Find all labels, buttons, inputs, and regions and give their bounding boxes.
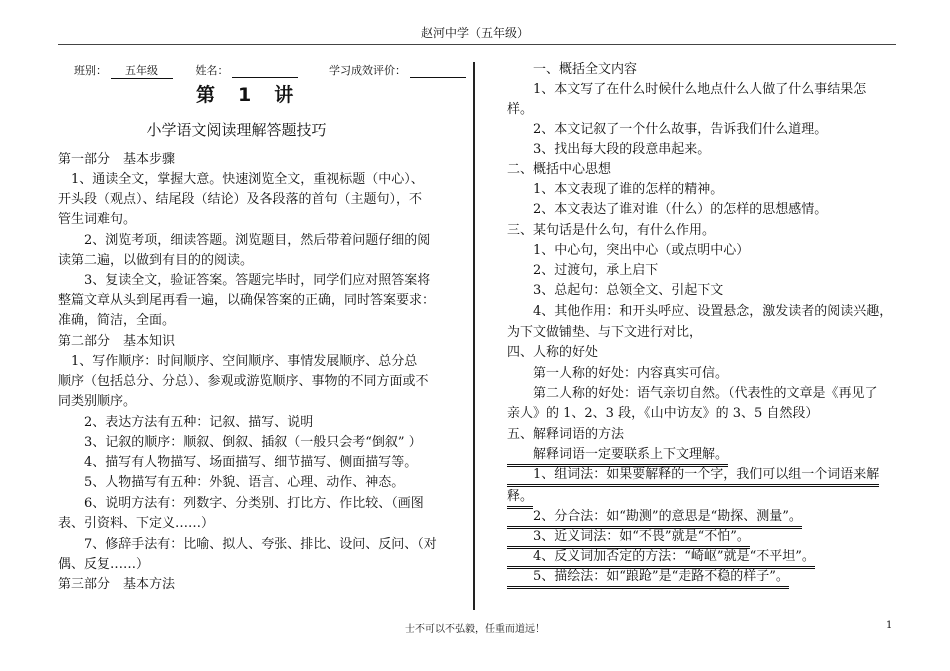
- left-text-line: 2、表达方法有五种：记叙、描写、说明: [58, 415, 314, 430]
- right-text-line: 一、概括全文内容: [507, 62, 638, 77]
- right-text-line: 1、本文写了在什么时候什么地点什么人做了什么事结果怎: [507, 82, 867, 97]
- left-text-line: 1、写作顺序：时间顺序、空间顺序、事情发展顺序、总分总: [58, 354, 418, 369]
- left-text-line: 同类别顺序。: [58, 394, 137, 409]
- right-text-line: 3、近义词法：如“不畏”就是“不怕”。: [507, 529, 750, 549]
- right-text-line: 2、分合法：如“勘测”的意思是“勘探、测量”。: [507, 509, 802, 529]
- right-text-line: 3、总起句：总领全文、引起下文: [507, 283, 724, 298]
- header-rule: [58, 44, 896, 45]
- footer-motto: 士不可以不弘毅，任重而道远！: [405, 624, 545, 635]
- left-text-line: 5、人物描写有五种：外貌、语言、心理、动作、神态。: [58, 475, 405, 490]
- left-text-line: 3、记叙的顺序：顺叙、倒叙、插叙（一般只会考“倒叙” ）: [58, 435, 422, 450]
- column-divider: [473, 62, 475, 610]
- right-text-line: 第二人称的好处：语气亲切自然。（代表性的文章是《再见了: [507, 386, 878, 401]
- right-text-line: 三、某句话是什么句，有什么作用。: [507, 223, 716, 238]
- left-text-line: 准确，简洁，全面。: [58, 313, 176, 328]
- left-text-line: 偶、反复……）: [58, 557, 150, 572]
- left-text-line: 开头段（观点）、结尾段（结论）及各段落的首句（主题句），不: [58, 192, 423, 207]
- document-title: 小学语文阅读理解答题技巧: [146, 121, 327, 139]
- left-text-line: 4、描写有人物描写、场面描写、细节描写、侧面描写等。: [58, 455, 418, 470]
- right-text-line: 1、本文表现了谁的怎样的精神。: [507, 182, 724, 197]
- right-text-line: 4、反义词加否定的方法：“崎岖”就是“不平坦”。: [507, 549, 815, 569]
- right-text-line: 1、组词法：如果要解释的一个字，我们可以组一个词语来解: [507, 467, 879, 487]
- right-text-line: 2、过渡句，承上启下: [507, 263, 659, 278]
- right-text-line: 亲人》的 1、2、3 段，《山中访友》的 3、5 自然段）: [507, 406, 819, 421]
- page-header: 赵河中学（五年级）: [420, 26, 529, 40]
- left-text-line: 第二部分 基本知识: [58, 334, 176, 349]
- left-text-line: 管生词难句。: [58, 212, 137, 227]
- right-text-line: 1、中心句，突出中心（或点明中心）: [507, 243, 750, 258]
- left-text-line: 第一部分 基本步骤: [58, 152, 176, 167]
- evaluation-field: [410, 64, 466, 78]
- name-field: [232, 64, 298, 78]
- left-text-line: 1、通读全文，掌握大意。快速浏览全文，重视标题（中心）、: [58, 172, 424, 187]
- right-text-line: 3、找出每大段的段意串起来。: [507, 142, 711, 157]
- right-text-line: 样。: [507, 102, 534, 117]
- left-text-line: 整篇文章从头到尾再看一遍，以确保答案的正确，同时答案要求：: [58, 293, 436, 308]
- right-text-line: 解释词语一定要联系上下文理解。: [507, 447, 728, 467]
- right-text-line: 2、本文记叙了一个什么故事，告诉我们什么道理。: [507, 122, 828, 137]
- right-text-line: 为下文做铺垫、与下文进行对比，: [507, 325, 703, 340]
- lecture-number: 第 1 讲: [196, 84, 296, 106]
- class-label: 班别：: [74, 64, 107, 77]
- left-text-line: 读第二遍，以做到有目的的阅读。: [58, 253, 254, 268]
- left-text-line: 顺序（包括总分、分总）、参观或游览顺序、事物的不同方面或不: [58, 374, 429, 389]
- right-text-line: 释。: [507, 489, 533, 509]
- class-value: 五年级: [111, 62, 173, 79]
- right-text-line: 4、其他作用：和开头呼应、设置悬念，激发读者的阅读兴趣，: [507, 304, 893, 319]
- right-text-line: 2、本文表达了谁对谁（什么）的怎样的思想感情。: [507, 202, 828, 217]
- left-text-line: 表、引资料、下定义……）: [58, 516, 215, 531]
- right-text-line: 五、解释词语的方法: [507, 427, 625, 442]
- left-text-line: 6、说明方法有：列数字、分类别、打比方、作比较、（画图: [58, 496, 424, 511]
- evaluation-label: 学习成效评价：: [329, 64, 406, 77]
- right-text-line: 第一人称的好处：内容真实可信。: [507, 366, 729, 381]
- left-text-line: 3、复读全文，验证答案。答题完毕时，同学们应对照答案将: [58, 273, 431, 288]
- right-text-line: 5、描绘法：如“踉跄”是“走路不稳的样子”。: [507, 569, 789, 589]
- student-info-row: [74, 62, 466, 79]
- right-text-line: 二、概括中心思想: [507, 162, 612, 177]
- left-text-line: 第三部分 基本方法: [58, 577, 176, 592]
- name-label: 姓名：: [195, 64, 229, 77]
- left-text-line: 2、浏览考项，细读答题。浏览题目，然后带着问题仔细的阅: [58, 233, 431, 248]
- page-number: 1: [886, 620, 893, 631]
- left-text-line: 7、修辞手法有：比喻、拟人、夸张、排比、设问、反问、（对: [58, 537, 437, 552]
- right-text-line: 四、人称的好处: [507, 345, 599, 360]
